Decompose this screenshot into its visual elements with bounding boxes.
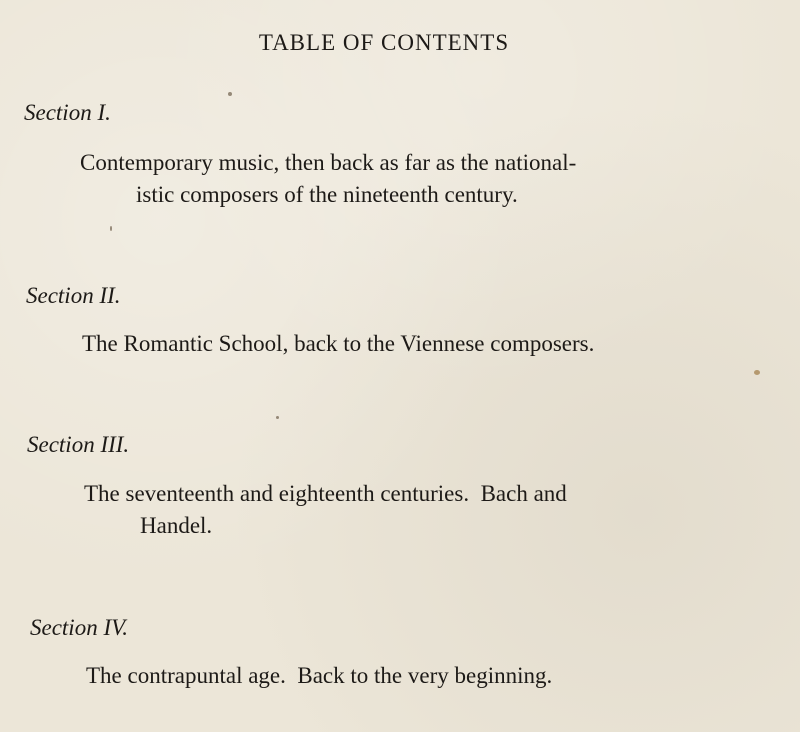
section-line: The seventeenth and eighteenth centuries. Bach and	[84, 481, 567, 506]
paper-speck	[276, 416, 279, 419]
section-line: The contrapuntal age. Back to the very beginning.	[86, 663, 553, 688]
section-description-1	[80, 147, 780, 211]
section-line: The Romantic School, back to the Viennese composers.	[82, 331, 595, 356]
section-line: Handel.	[140, 513, 213, 538]
section-heading-2: Section II.	[26, 283, 121, 308]
section-line: Contemporary music, then back as far as the national-	[80, 150, 577, 175]
paper-speck	[228, 92, 232, 96]
section-description-4	[86, 660, 786, 692]
page-title: TABLE OF CONTENTS	[258, 30, 510, 55]
section-description-2	[82, 328, 782, 360]
section-heading-3: Section III.	[27, 432, 130, 457]
section-heading-1: Section I.	[24, 100, 111, 125]
paper-speck	[110, 226, 112, 231]
section-description-3	[84, 478, 784, 542]
section-heading-4: Section IV.	[30, 615, 128, 640]
section-line: istic composers of the nineteenth century.	[136, 182, 518, 207]
paper-speck	[754, 370, 760, 375]
